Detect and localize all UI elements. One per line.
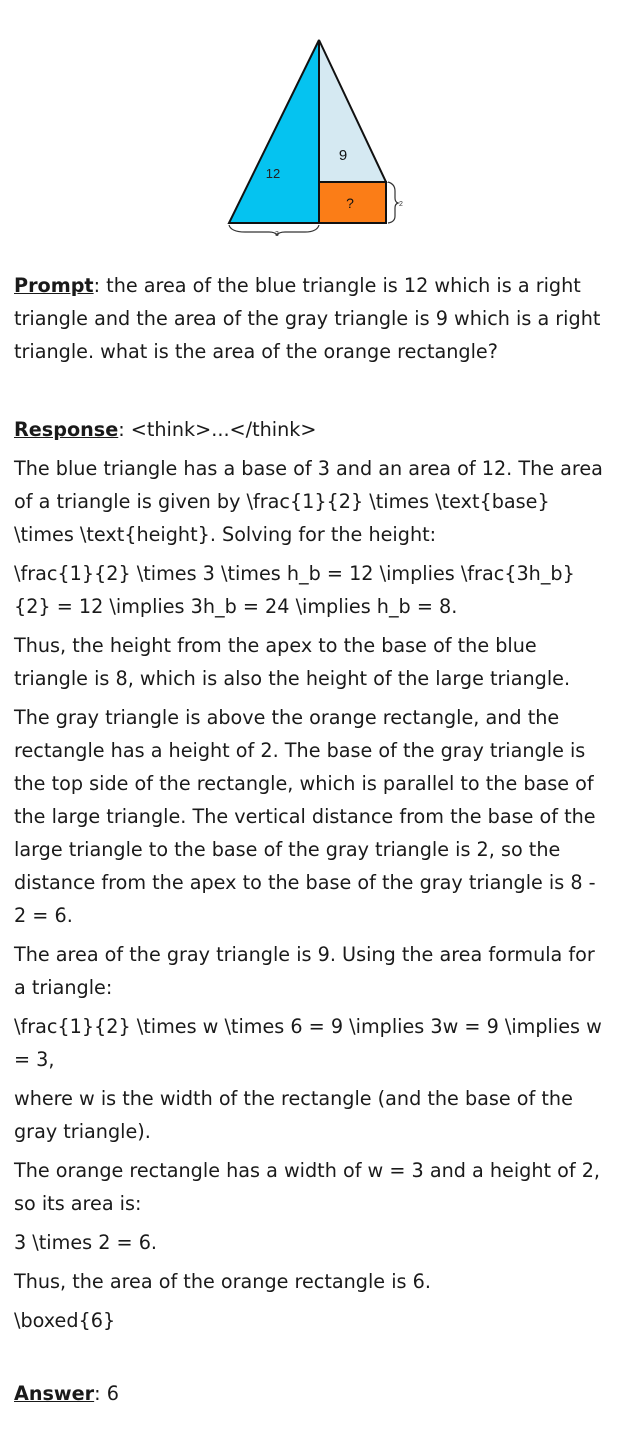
gray-triangle — [319, 40, 386, 182]
rect-unknown-label: ? — [346, 195, 354, 211]
response-paragraph: 3 \times 2 = 6. — [14, 1231, 158, 1254]
response-paragraph: where w is the width of the rectangle (and the base of the gray triangle). — [14, 1087, 573, 1143]
answer-section — [14, 1377, 604, 1410]
response-heading: Response — [14, 418, 119, 441]
response-paragraph: Thus, the height from the apex to the base of the blue triangle is 8, which is also the height of the large triangle. — [14, 634, 571, 690]
response-paragraph: \frac{1}{2} \times w \times 6 = 9 \implies 3w = 9 \implies w = 3, — [14, 1015, 602, 1071]
response-paragraph: The blue triangle has a base of 3 and an area of 12. The area of a triangle is given by \frac{1}{2} \times \text{base} \times \text{height}. Solving for the height: — [14, 457, 603, 546]
think-tag: : <think>...</think> — [118, 418, 317, 441]
triangle-diagram — [225, 36, 405, 236]
triangle-figure — [225, 36, 405, 236]
response-paragraph: \frac{1}{2} \times 3 \times h_b = 12 \implies \frac{3h_b}{2} = 12 \implies 3h_b = 24 \implies h_b = 8. — [14, 562, 575, 618]
response-header — [14, 413, 604, 446]
height-brace — [388, 182, 398, 223]
base-brace — [229, 225, 319, 235]
response-section — [14, 413, 604, 1343]
blue-area-label: 12 — [265, 166, 281, 181]
blue-triangle — [229, 40, 319, 223]
boxed-answer: \boxed{6} — [14, 1309, 116, 1332]
response-paragraph: The orange rectangle has a width of w = 3 and a height of 2, so its area is: — [14, 1159, 601, 1215]
prompt-heading: Prompt — [14, 274, 94, 297]
gray-area-label: 9 — [338, 147, 348, 164]
answer-heading: Answer — [14, 1382, 95, 1405]
base-length-label: 3 — [275, 231, 279, 236]
response-paragraph: The gray triangle is above the orange rectangle, and the rectangle has a height of 2. The base of the gray triangle is the top side of the rectangle, which is parallel to the base of the large triangle. The vertical distance from the base of the large triangle to the base of the gray triangle is 2, so the distance from the apex to the base of the gray triangle is 8 - 2 = 6. — [14, 706, 596, 927]
rect-height-label: 2 — [399, 201, 403, 208]
answer-text: : 6 — [94, 1382, 119, 1405]
prompt-text: : the area of the blue triangle is 12 which is a right triangle and the area of the gray triangle is 9 which is a right triangle. what is the area of the orange rectangle? — [14, 274, 601, 363]
response-paragraph: The area of the gray triangle is 9. Using the area formula for a triangle: — [14, 943, 595, 999]
prompt-section — [14, 269, 604, 368]
response-paragraph: Thus, the area of the orange rectangle is 6. — [14, 1270, 431, 1293]
